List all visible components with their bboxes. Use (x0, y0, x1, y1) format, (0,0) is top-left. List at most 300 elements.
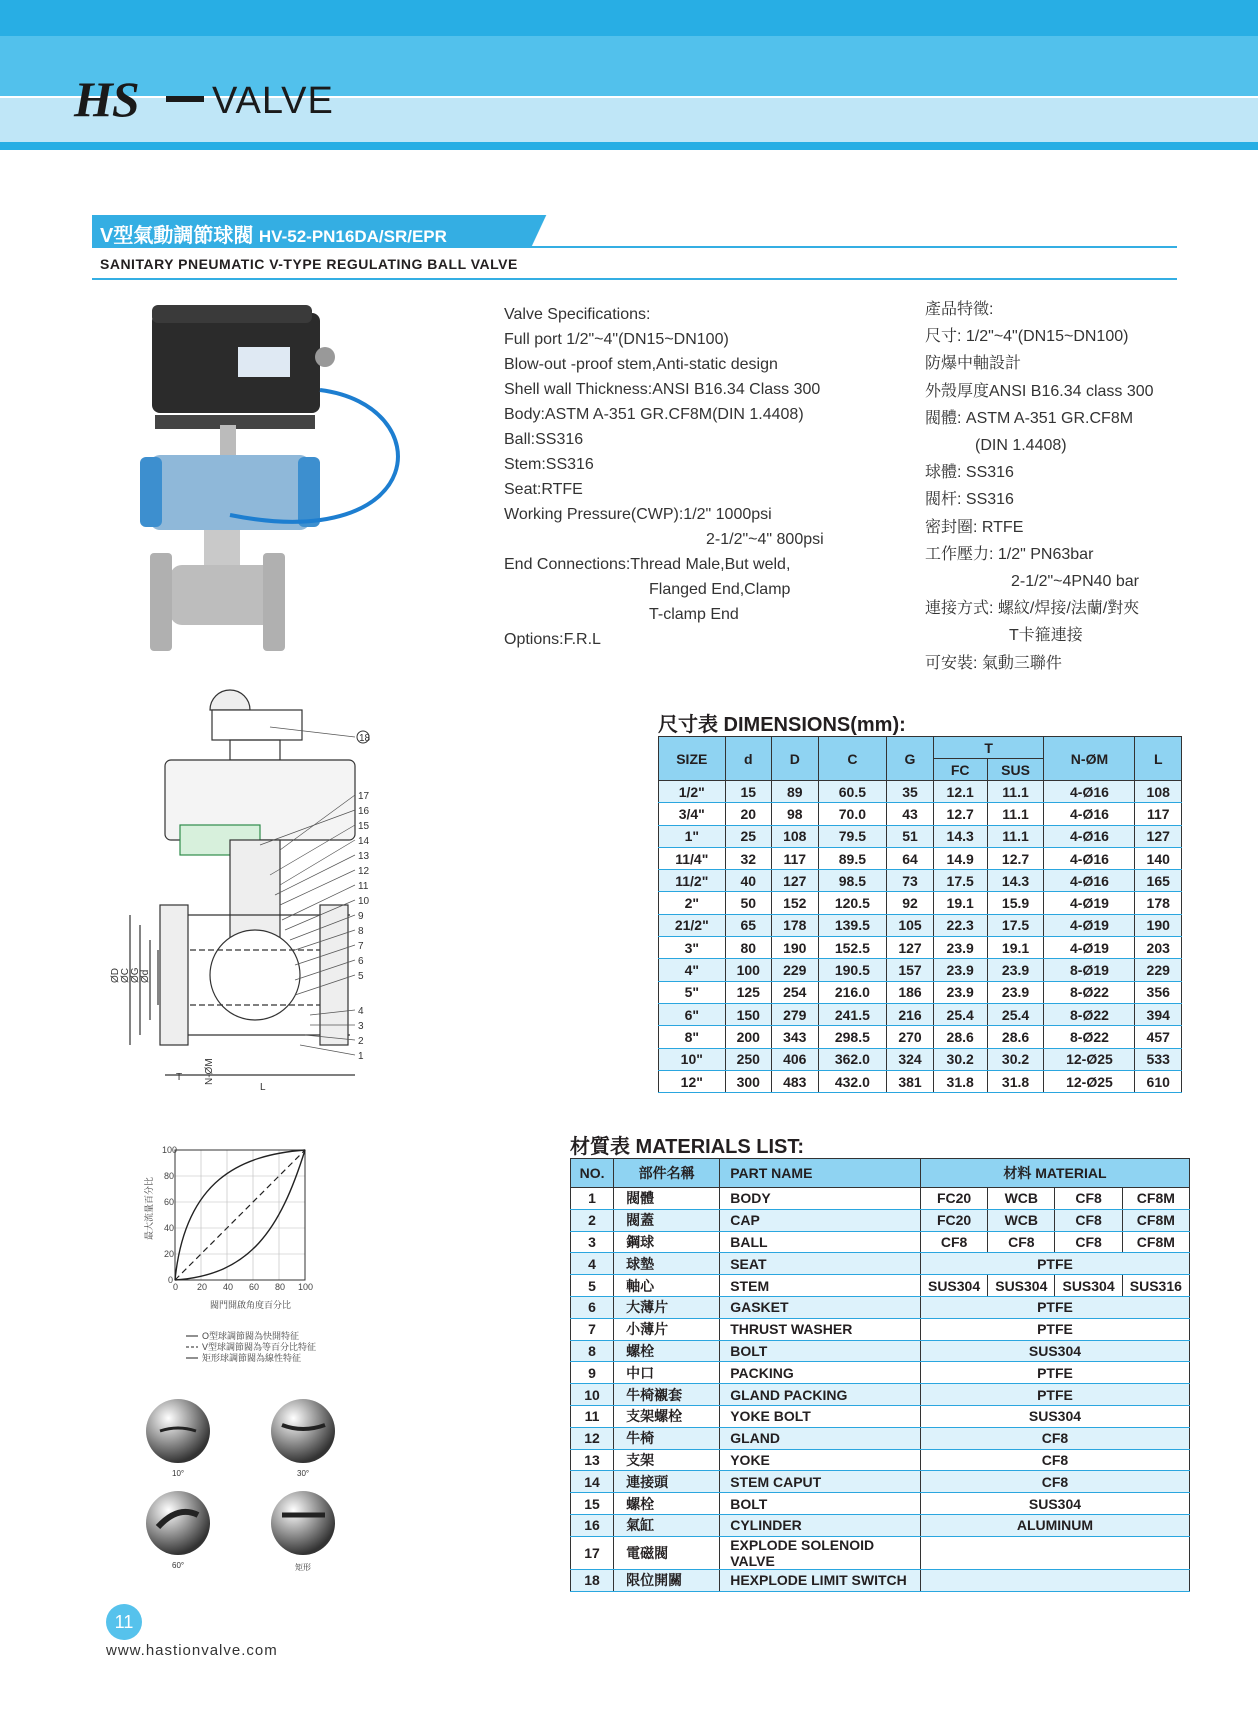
table-cell: BOLT (720, 1493, 921, 1515)
table-cell: SUS304 (920, 1493, 1189, 1515)
spec-line: Stem:SS316 (504, 456, 594, 473)
col-sus: SUS (987, 759, 1044, 781)
table-cell: 11.1 (987, 781, 1044, 803)
table-cell: 127 (887, 937, 933, 959)
table-cell: 40 (725, 870, 771, 892)
ball-60-icon (146, 1491, 210, 1555)
callout-label: 12 (358, 866, 370, 877)
table-cell: 229 (1135, 959, 1182, 981)
table-cell: 11/4" (659, 847, 726, 869)
table-cell: FC20 (920, 1188, 987, 1210)
table-cell: 178 (772, 914, 818, 936)
table-cell: 12.7 (933, 803, 987, 825)
table-cell: GLAND PACKING (720, 1384, 921, 1406)
table-cell: 190 (1135, 914, 1182, 936)
table-row (571, 1362, 1190, 1384)
col-part-en: PART NAME (720, 1159, 921, 1188)
header-band (0, 36, 1258, 96)
table-cell: SEAT (720, 1253, 921, 1275)
table-cell: 4" (659, 959, 726, 981)
callout-label: 18 (359, 733, 371, 744)
table-cell: 5 (571, 1275, 614, 1297)
table-cell: 28.6 (987, 1026, 1044, 1048)
table-row (571, 1384, 1190, 1406)
table-row (571, 1471, 1190, 1493)
table-cell: 8 (571, 1340, 614, 1362)
table-cell: 79.5 (818, 825, 887, 847)
table-cell: 406 (772, 1048, 818, 1070)
table-cell: 4-Ø16 (1044, 803, 1135, 825)
x-tick: 60 (249, 1282, 260, 1292)
ball-label: 10° (172, 1469, 185, 1478)
title-bar-tail (505, 215, 565, 246)
table-cell: CF8M (1122, 1188, 1189, 1210)
table-cell: 球墊 (614, 1253, 720, 1275)
spec-line: 連接方式: 螺紋/焊接/法蘭/對夾 (925, 600, 1140, 618)
table-row (571, 1449, 1190, 1471)
table-cell: BOLT (720, 1340, 921, 1362)
callout-label: 15 (358, 821, 370, 832)
table-cell: 139.5 (818, 914, 887, 936)
table-cell: 140 (1135, 847, 1182, 869)
spec-line: 產品特徵: (925, 301, 994, 318)
table-cell: 216.0 (818, 981, 887, 1003)
table-cell: CF8 (920, 1427, 1189, 1449)
table-cell: 12.7 (987, 847, 1044, 869)
table-cell: 鋼球 (614, 1231, 720, 1253)
table-cell: 8-Ø22 (1044, 981, 1135, 1003)
spec-line: Ball:SS316 (504, 431, 584, 448)
table-cell: 牛椅 (614, 1427, 720, 1449)
table-cell: CF8M (1122, 1209, 1189, 1231)
table-cell: 100 (725, 959, 771, 981)
y-tick: 60 (164, 1197, 175, 1207)
ball-10-icon (146, 1399, 210, 1463)
table-cell: 200 (725, 1026, 771, 1048)
table-row (571, 1231, 1190, 1253)
table-cell: 3 (571, 1231, 614, 1253)
spec-line: (DIN 1.4408) (975, 437, 1067, 455)
table-cell: 157 (887, 959, 933, 981)
logo-valve: VALVE (212, 80, 334, 122)
table-cell: THRUST WASHER (720, 1318, 921, 1340)
dim-label: ØC (120, 968, 131, 983)
table-cell: 8" (659, 1026, 726, 1048)
table-cell: 216 (887, 1003, 933, 1025)
spec-line: Working Pressure(CWP):1/2" 1000psi (504, 506, 772, 523)
col-nom: N-ØM (1044, 737, 1135, 781)
table-cell: 大薄片 (614, 1296, 720, 1318)
table-cell: STEM (720, 1275, 921, 1297)
product-title: V型氣動調節球閥 HV-52-PN16DA/SR/EPR (100, 225, 447, 247)
spec-line: Flanged End,Clamp (649, 581, 791, 598)
table-cell: 2" (659, 892, 726, 914)
spec-line: Valve Specifications: (504, 306, 651, 323)
table-cell: 117 (772, 847, 818, 869)
col-size: SIZE (659, 737, 726, 781)
spec-line: 球體: SS316 (925, 464, 1014, 482)
table-row (571, 1275, 1190, 1297)
table-cell: 92 (887, 892, 933, 914)
table-cell: 31.8 (987, 1070, 1044, 1092)
col-T: T (933, 737, 1044, 759)
table-cell: SUS316 (1122, 1275, 1189, 1297)
table-cell: CF8 (920, 1449, 1189, 1471)
spec-line: Options:F.R.L (504, 631, 601, 648)
subtitle-rule (92, 278, 1177, 280)
table-row (659, 847, 1182, 869)
table-cell: 6" (659, 1003, 726, 1025)
table-cell: 533 (1135, 1048, 1182, 1070)
table-cell: 150 (725, 1003, 771, 1025)
col-fc: FC (933, 759, 987, 781)
spec-line: Blow-out -proof stem,Anti-static design (504, 356, 778, 373)
callout-label: 6 (358, 956, 364, 967)
table-cell: 279 (772, 1003, 818, 1025)
table-cell: 483 (772, 1070, 818, 1092)
spec-line: 閥杆: SS316 (925, 491, 1014, 509)
table-cell: CF8 (920, 1231, 987, 1253)
table-cell: CF8 (1055, 1231, 1122, 1253)
col-G: G (887, 737, 933, 781)
callout-label: 2 (358, 1036, 364, 1047)
table-row (659, 892, 1182, 914)
dim-label: ØG (130, 967, 141, 983)
table-cell: STEM CAPUT (720, 1471, 921, 1493)
table-row (571, 1188, 1190, 1210)
table-cell: 5" (659, 981, 726, 1003)
table-cell: 16 (571, 1514, 614, 1536)
table-row (571, 1427, 1190, 1449)
spec-line: 密封圈: RTFE (925, 518, 1024, 536)
table-cell: 13 (571, 1449, 614, 1471)
col-C: C (818, 737, 887, 781)
table-cell: 10 (571, 1384, 614, 1406)
table-cell: 17.5 (933, 870, 987, 892)
x-tick: 20 (197, 1282, 208, 1292)
callout-label: 4 (358, 1006, 364, 1017)
callout-label: 10 (358, 896, 370, 907)
table-cell: ALUMINUM (920, 1514, 1189, 1536)
table-cell: GASKET (720, 1296, 921, 1318)
table-cell: 25 (725, 825, 771, 847)
table-cell: 32 (725, 847, 771, 869)
flow-characteristic-chart (140, 1140, 340, 1370)
table-cell: 300 (725, 1070, 771, 1092)
table-cell: 11.1 (987, 825, 1044, 847)
col-part-cn: 部件名稱 (614, 1159, 720, 1188)
x-axis-label: 閥門開啟角度百分比 (210, 1300, 292, 1310)
table-cell: 螺栓 (614, 1340, 720, 1362)
table-cell: 30.2 (933, 1048, 987, 1070)
page-number: 11 (106, 1604, 142, 1640)
table-cell: 105 (887, 914, 933, 936)
callout-label: 17 (358, 791, 370, 802)
table-cell: 4-Ø16 (1044, 870, 1135, 892)
table-cell: 127 (772, 870, 818, 892)
table-row (571, 1569, 1190, 1591)
table-cell: 343 (772, 1026, 818, 1048)
table-cell: 73 (887, 870, 933, 892)
table-row (571, 1536, 1190, 1569)
callout-label: 13 (358, 851, 370, 862)
x-tick: 80 (275, 1282, 286, 1292)
table-cell: 電磁閥 (614, 1536, 720, 1569)
table-row (659, 870, 1182, 892)
table-cell: 125 (725, 981, 771, 1003)
table-cell: 15 (571, 1493, 614, 1515)
table-cell: 35 (887, 781, 933, 803)
table-cell: 4-Ø19 (1044, 914, 1135, 936)
table-cell: 連接頭 (614, 1471, 720, 1493)
table-row (659, 825, 1182, 847)
callout-label: 1 (358, 1051, 364, 1062)
ball-rect-icon (271, 1491, 335, 1555)
table-cell: 15.9 (987, 892, 1044, 914)
legend-item: V型球調節閥為等百分比特征 (202, 1342, 317, 1352)
table-cell: 7 (571, 1318, 614, 1340)
table-row (571, 1318, 1190, 1340)
table-cell: PTFE (920, 1253, 1189, 1275)
table-cell: 43 (887, 803, 933, 825)
table-cell: 氣缸 (614, 1514, 720, 1536)
table-cell: 8-Ø22 (1044, 1026, 1135, 1048)
table-cell: 610 (1135, 1070, 1182, 1092)
table-cell: CF8 (920, 1471, 1189, 1493)
table-row (659, 937, 1182, 959)
y-tick: 20 (164, 1249, 175, 1259)
table-cell: 3/4" (659, 803, 726, 825)
table-cell: 108 (772, 825, 818, 847)
table-row (659, 1048, 1182, 1070)
table-cell: 270 (887, 1026, 933, 1048)
table-cell: 152 (772, 892, 818, 914)
ball-label: 30° (297, 1469, 310, 1478)
table-cell: 17.5 (987, 914, 1044, 936)
table-cell: 23.9 (987, 981, 1044, 1003)
spec-line: 閥體: ASTM A-351 GR.CF8M (925, 409, 1134, 427)
table-cell: CF8M (1122, 1231, 1189, 1253)
table-cell: 23.9 (933, 937, 987, 959)
dim-label: N-ØM (204, 1058, 215, 1085)
y-tick: 0 (168, 1275, 174, 1285)
y-axis-label: 最大流量百分比 (144, 1176, 154, 1240)
table-cell: 4-Ø16 (1044, 825, 1135, 847)
table-cell: 3" (659, 937, 726, 959)
table-cell: 14.3 (987, 870, 1044, 892)
table-cell: 4-Ø19 (1044, 892, 1135, 914)
table-cell: 324 (887, 1048, 933, 1070)
table-cell: 89.5 (818, 847, 887, 869)
spec-line: 尺寸: 1/2"~4"(DN15~DN100) (925, 328, 1129, 346)
table-row (659, 1003, 1182, 1025)
table-cell: 12 (571, 1427, 614, 1449)
table-cell: 25.4 (933, 1003, 987, 1025)
table-cell: 1 (571, 1188, 614, 1210)
table-cell: 15 (725, 781, 771, 803)
table-cell: 4-Ø16 (1044, 847, 1135, 869)
col-L: L (1135, 737, 1182, 781)
table-cell: 28.6 (933, 1026, 987, 1048)
table-cell: 356 (1135, 981, 1182, 1003)
table-cell: 394 (1135, 1003, 1182, 1025)
table-cell: 閥蓋 (614, 1209, 720, 1231)
table-cell: 18 (571, 1569, 614, 1591)
spec-line: 2-1/2"~4PN40 bar (1011, 573, 1139, 591)
table-cell: 190.5 (818, 959, 887, 981)
table-cell: 108 (1135, 781, 1182, 803)
table-cell: 457 (1135, 1026, 1182, 1048)
y-tick: 40 (164, 1223, 175, 1233)
table-cell: 298.5 (818, 1026, 887, 1048)
table-cell: 限位開關 (614, 1569, 720, 1591)
table-cell: 12-Ø25 (1044, 1070, 1135, 1092)
table-cell: YOKE (720, 1449, 921, 1471)
table-cell (920, 1536, 1189, 1569)
product-subtitle: SANITARY PNEUMATIC V-TYPE REGULATING BALL VALVE (100, 256, 518, 272)
table-cell: 12" (659, 1070, 726, 1092)
website-url: www.hastionvalve.com (106, 1642, 278, 1659)
dim-label: Ød (140, 969, 151, 983)
table-row (659, 914, 1182, 936)
table-cell: 254 (772, 981, 818, 1003)
table-cell: 23.9 (933, 959, 987, 981)
table-cell: HEXPLODE LIMIT SWITCH (720, 1569, 921, 1591)
specs-en (504, 302, 824, 652)
spec-line: 可安裝: 氣動三聯件 (925, 654, 1062, 672)
materials-title: 材質表 MATERIALS LIST: (570, 1136, 805, 1158)
table-cell: 20 (725, 803, 771, 825)
spec-line: 工作壓力: 1/2" PN63bar (925, 545, 1094, 563)
callout-label: 16 (358, 806, 370, 817)
table-cell: 229 (772, 959, 818, 981)
table-cell: GLAND (720, 1427, 921, 1449)
table-cell: PACKING (720, 1362, 921, 1384)
table-cell: EXPLODE SOLENOID VALVE (720, 1536, 921, 1569)
table-cell: SUS304 (988, 1275, 1055, 1297)
table-cell: 89 (772, 781, 818, 803)
table-cell: SUS304 (920, 1340, 1189, 1362)
col-no: NO. (571, 1159, 614, 1188)
col-material: 材料 MATERIAL (920, 1159, 1189, 1188)
table-cell: 70.0 (818, 803, 887, 825)
x-tick: 40 (223, 1282, 234, 1292)
table-cell: 17 (571, 1536, 614, 1569)
table-cell: 4-Ø19 (1044, 937, 1135, 959)
table-cell: 閥體 (614, 1188, 720, 1210)
table-cell: 30.2 (987, 1048, 1044, 1070)
table-cell: 14.9 (933, 847, 987, 869)
table-row (571, 1296, 1190, 1318)
x-tick: 100 (298, 1282, 314, 1292)
table-cell: 牛椅襯套 (614, 1384, 720, 1406)
table-cell: CF8 (988, 1231, 1055, 1253)
y-tick: 80 (164, 1171, 175, 1181)
table-cell: 4 (571, 1253, 614, 1275)
table-row (571, 1405, 1190, 1427)
table-cell: CF8 (1055, 1188, 1122, 1210)
table-row (659, 803, 1182, 825)
legend-item: O型球調節閥為快開特征 (202, 1331, 300, 1341)
spec-line: 2-1/2"~4" 800psi (706, 531, 824, 548)
table-cell: 51 (887, 825, 933, 847)
table-cell: CF8 (1055, 1209, 1122, 1231)
table-row (571, 1340, 1190, 1362)
table-cell: 14.3 (933, 825, 987, 847)
table-cell: 軸心 (614, 1275, 720, 1297)
table-cell: 支架螺栓 (614, 1405, 720, 1427)
table-cell: 14 (571, 1471, 614, 1493)
callout-label: 14 (358, 836, 370, 847)
table-cell: 11.1 (987, 803, 1044, 825)
table-cell: 381 (887, 1070, 933, 1092)
ball-label: 矩形 (295, 1563, 311, 1572)
table-cell: SUS304 (920, 1405, 1189, 1427)
table-cell: 60.5 (818, 781, 887, 803)
table-cell: 1/2" (659, 781, 726, 803)
table-cell: YOKE BOLT (720, 1405, 921, 1427)
logo-dash (166, 96, 204, 102)
table-cell: FC20 (920, 1209, 987, 1231)
table-cell: 80 (725, 937, 771, 959)
table-row (659, 1070, 1182, 1092)
table-cell: PTFE (920, 1318, 1189, 1340)
table-row (659, 781, 1182, 803)
table-cell: 6 (571, 1296, 614, 1318)
table-cell: CAP (720, 1209, 921, 1231)
table-cell: 11/2" (659, 870, 726, 892)
table-cell: 117 (1135, 803, 1182, 825)
table-row (659, 981, 1182, 1003)
y-tick: 100 (162, 1145, 178, 1155)
dimensions-title: 尺寸表 DIMENSIONS(mm): (658, 714, 906, 736)
spec-line: Full port 1/2"~4"(DN15~DN100) (504, 331, 729, 348)
table-cell: 中口 (614, 1362, 720, 1384)
callout-label: 8 (358, 926, 364, 937)
spec-line: End Connections:Thread Male,But weld, (504, 556, 791, 573)
spec-line: Body:ASTM A-351 GR.CF8M(DIN 1.4408) (504, 406, 804, 423)
table-cell: 178 (1135, 892, 1182, 914)
x-tick: 0 (173, 1282, 179, 1292)
table-cell: WCB (988, 1209, 1055, 1231)
table-cell: CYLINDER (720, 1514, 921, 1536)
table-cell: 432.0 (818, 1070, 887, 1092)
table-cell: SUS304 (1055, 1275, 1122, 1297)
table-cell: 98.5 (818, 870, 887, 892)
table-cell: 165 (1135, 870, 1182, 892)
table-cell: PTFE (920, 1296, 1189, 1318)
table-cell: 64 (887, 847, 933, 869)
table-cell: 127 (1135, 825, 1182, 847)
spec-line: Seat:RTFE (504, 481, 583, 498)
table-cell: PTFE (920, 1362, 1189, 1384)
table-cell: 10" (659, 1048, 726, 1070)
ball-variants (140, 1395, 350, 1580)
table-cell: BODY (720, 1188, 921, 1210)
table-cell: 螺栓 (614, 1493, 720, 1515)
logo-hs: HS (74, 71, 139, 127)
dim-label: ØD (110, 968, 121, 983)
spec-line: 防爆中軸設計 (925, 355, 1022, 373)
table-cell: 8-Ø19 (1044, 959, 1135, 981)
specs-cn (925, 296, 1154, 677)
header-band-light (0, 98, 1258, 142)
table-cell: 31.8 (933, 1070, 987, 1092)
table-cell: 186 (887, 981, 933, 1003)
materials-table (570, 1158, 1190, 1592)
table-cell: 11 (571, 1405, 614, 1427)
table-cell: 22.3 (933, 914, 987, 936)
